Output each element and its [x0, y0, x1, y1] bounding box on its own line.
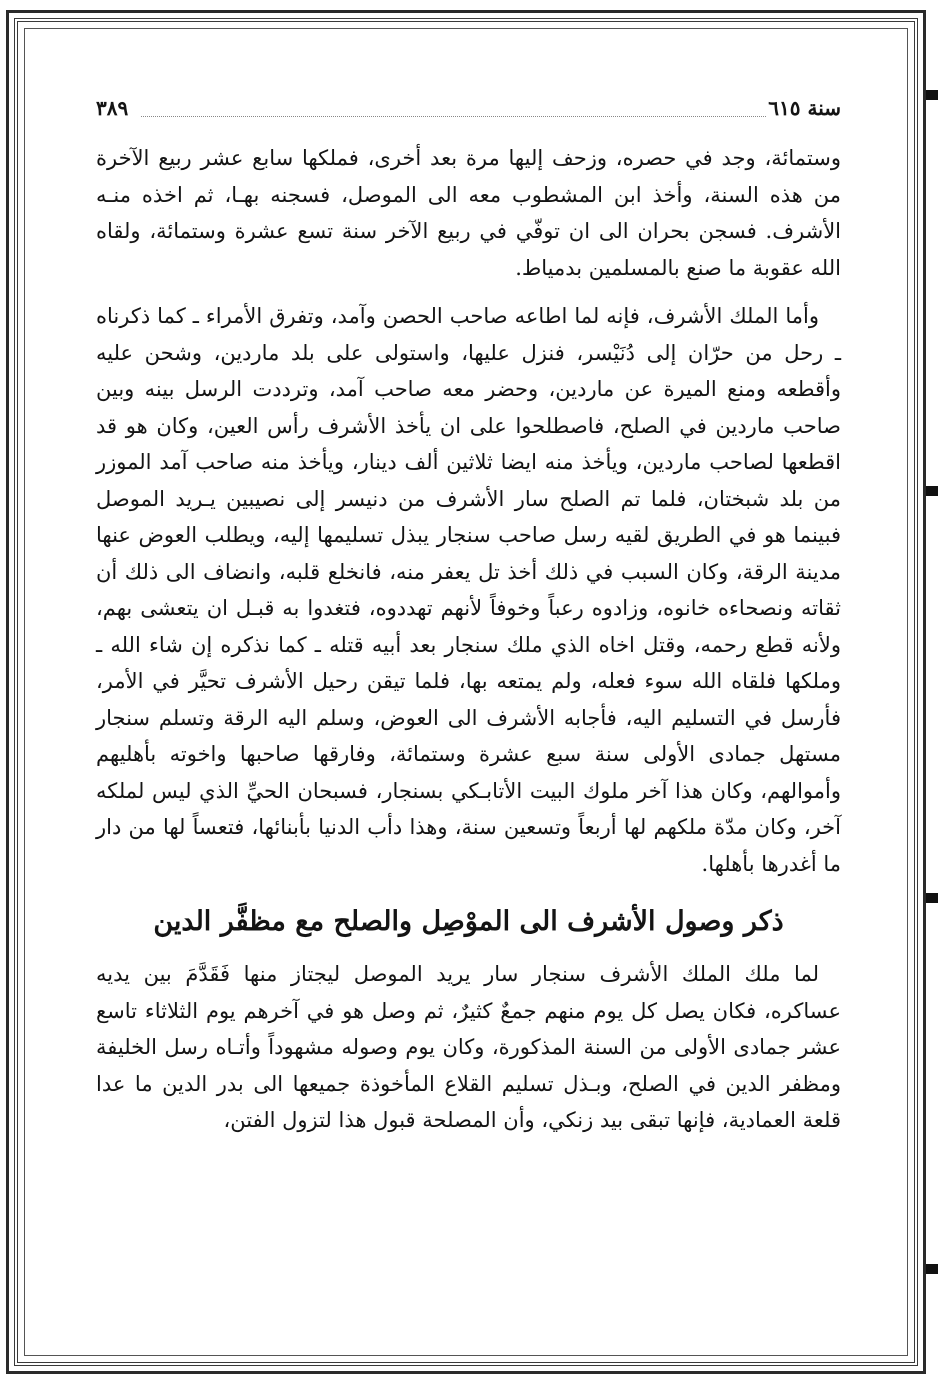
edge-mark	[926, 1264, 938, 1274]
paragraph: وأما الملك الأشرف، فإنه لما اطاعه صاحب الحصن وآمد، وتفرق الأمراء ـ كما ذكرناه ـ رحل من حرّان إلى دُنَيْسر، فنزل عليها، واستولى على بلد ماردين، وشحن عليه وأقطعه ومنع الميرة عن ماردين، وحضر معه صاحب آمد، وترددت الرسل بينه وبين صاحب ماردين في الصلح، فاصطلحوا على ان يأخذ الأشرف رأس العين، وكان هو قد اقطعها لصاحب ماردين، ويأخذ منه ايضا ثلاثين ألف دينار، ويأخذ منه صاحب آمد الموزر من بلد شبختان، فلما تم الصلح سار الأشرف من دنيسر إلى نصيبين يـريد الموصل فبينما هو في الطريق لقيه رسل صاحب سنجار يبذل تسليمها إليه، ويطلب العوض عنها مدينة الرقة، وكان السبب في ذلك أخذ تل يعفر منه، فانخلع قلبه، وانضاف الى ذلك أن ثقاته ونصحاءه خانوه، وزادوه رعباً وخوفاً لأنهم تهددوه، فتغدوا به قبـل ان يتعشى بهم، ولأنه قطع رحمه، وقتل اخاه الذي ملك سنجار بعد أبيه قتله ـ كما نذكره إن شاء الله ـ وملكها فلقاه الله سوء فعله، ولم يمتعه بها، فلما تيقن رحيل الأشرف تحيَّر في الأمر، فأرسل في التسليم اليه، فأجابه الأشرف الى العوض، وسلم اليه الرقة وتسلم سنجار مستهل جمادى الأولى سنة سبع عشرة وستمائة، وفارقها صاحبها واخوته بأهليهم وأموالهم، وكان هذا آخر ملوك البيت الأتابـكي بسنجار، فسبحان الحيِّ الذي ليس لملكه آخر، وكان مدّة ملكهم لها أربعاً وتسعين سنة، وهذا دأب الدنيا بأبنائها، فتعساً لها من دار ما أغدرها بأهلها.	[96, 304, 841, 876]
edge-mark	[926, 893, 938, 903]
section-title: ذكر وصول الأشرف الى الموْصِل والصلح مع مظفَّر الدين	[153, 906, 784, 937]
paragraph: لما ملك الملك الأشرف سنجار سار يريد الموصل ليجتاز منها فَقَدَّمَ بين يديه عساكره، فكان يصل كل يوم منهم جمعٌ كثيرٌ، ثم وصل هو في آخرهم يوم الثلاثاء تاسع عشر جمادى الأولى من السنة المذكورة، وكان يوم وصوله مشهوداً وأتـاه رسل الخليفة ومظفر الدين في الصلح، وبـذل تسليم القلاع المأخوذة جميعها الى بدر الدين ما عدا قلعة العمادية، فإنها تبقى بيد زنكي، وأن المصلحة قبول هذا لتزول الفتن،	[96, 962, 841, 1132]
page-header	[96, 96, 841, 128]
header-rule	[141, 116, 766, 117]
paragraph: وستمائة، وجد في حصره، وزحف إليها مرة بعد أخرى، فملكها سابع عشر ربيع الآخرة من هذه السنة، وأخذ ابن المشطوب معه الى الموصل، فسجنه بهـا، ثم اخذه منـه الأشرف. فسجن بحران الى ان توفّي في ربيع الآخر سنة تسع عشرة وستمائة، ولقاه الله عقوبة ما صنع بالمسلمين بدمياط.	[96, 146, 841, 280]
edge-mark	[926, 90, 938, 100]
running-head: سنة ٦١٥	[768, 96, 841, 120]
edge-mark	[926, 486, 938, 496]
book-page	[96, 96, 841, 1139]
page-number: ٣٨٩	[96, 96, 129, 120]
